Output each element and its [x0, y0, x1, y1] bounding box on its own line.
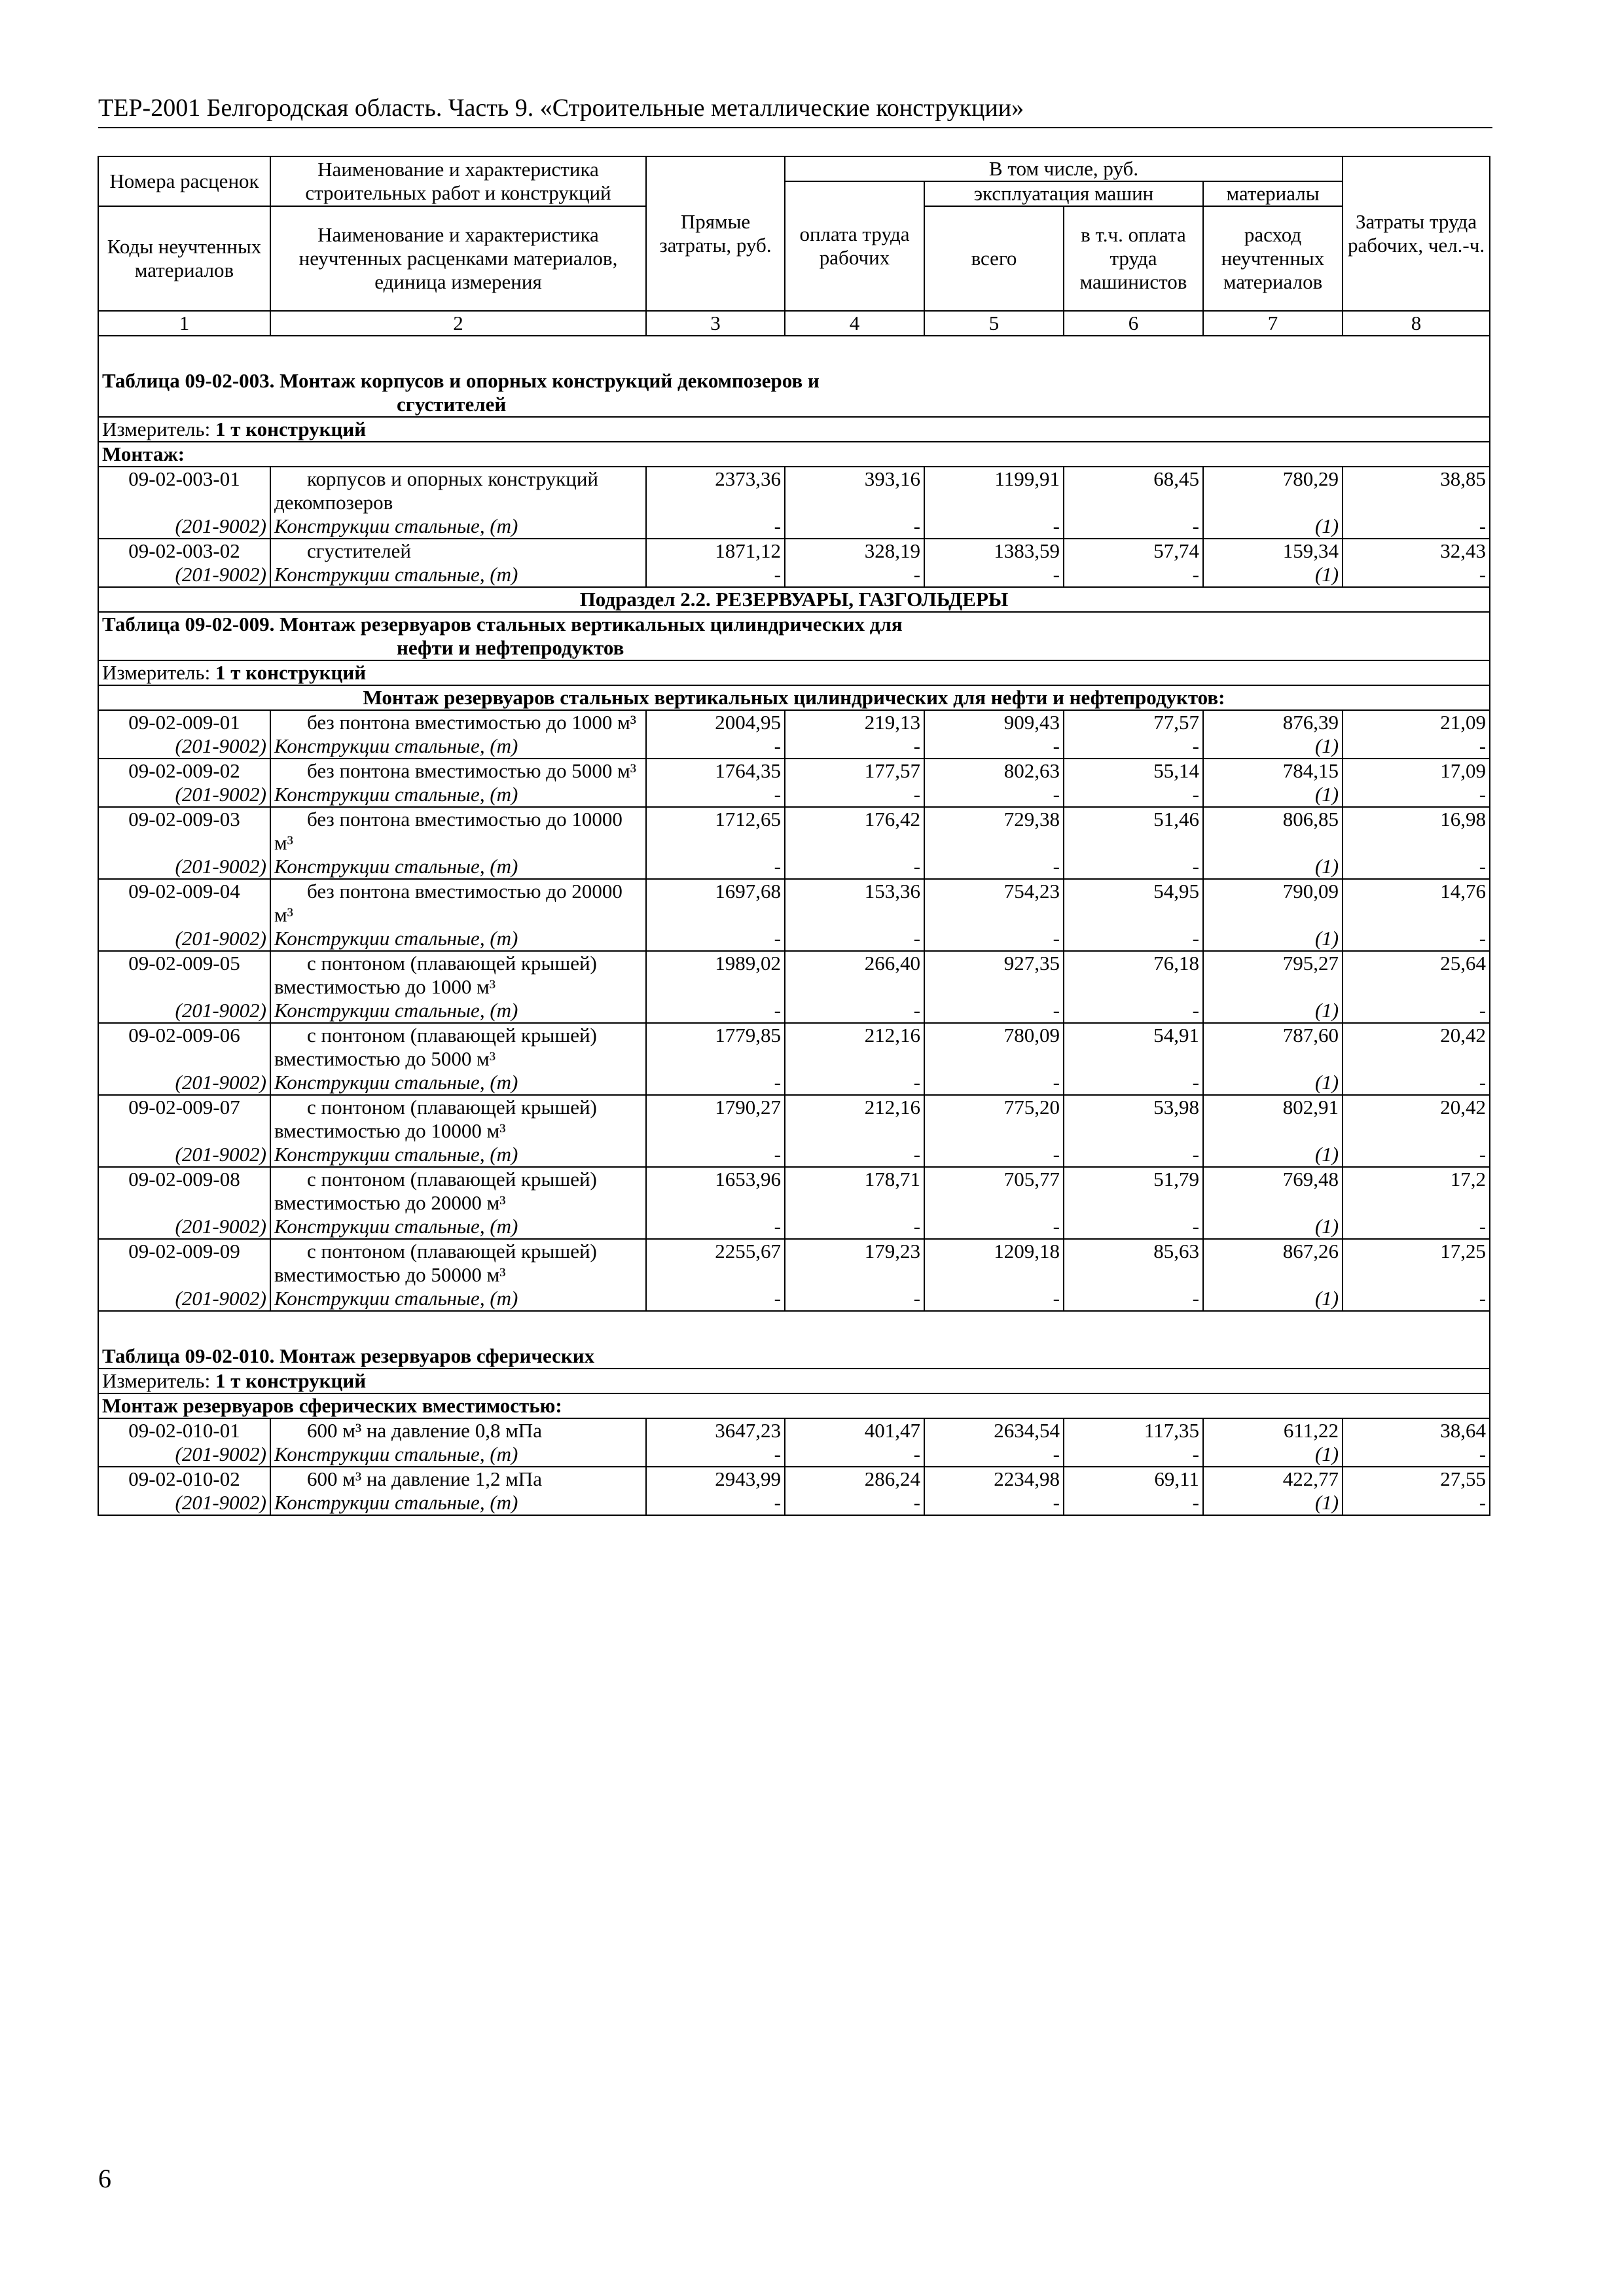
- material-name: Конструкции стальные, (т): [270, 855, 646, 879]
- material-qty: (1): [1203, 1143, 1343, 1167]
- material-row: [98, 1287, 1490, 1311]
- dash: -: [1064, 999, 1203, 1023]
- material-code: (201-9002): [98, 855, 270, 879]
- table-header: [98, 156, 1490, 336]
- dash: -: [1343, 1287, 1490, 1311]
- measure-label: Измеритель:: [102, 661, 215, 684]
- machinist-pay: 57,74: [1064, 539, 1203, 563]
- dash: -: [1343, 1491, 1490, 1515]
- dash: -: [1343, 999, 1490, 1023]
- table-row: [98, 1239, 1490, 1287]
- dash: -: [646, 1491, 785, 1515]
- dash: -: [785, 1491, 924, 1515]
- dash: -: [1064, 927, 1203, 951]
- materials: 795,27: [1203, 951, 1343, 999]
- dash: -: [646, 734, 785, 759]
- col-num: 5: [924, 311, 1064, 336]
- dash: -: [785, 1143, 924, 1167]
- col5-header: всего: [924, 206, 1064, 311]
- machinist-pay: 85,63: [1064, 1239, 1203, 1287]
- rate-code: 09-02-003-02: [98, 539, 270, 563]
- document-body: [98, 156, 1489, 1516]
- material-name: Конструкции стальные, (т): [270, 734, 646, 759]
- rates-table: [98, 156, 1490, 1516]
- dash: -: [646, 1143, 785, 1167]
- labor-pay: 177,57: [785, 759, 924, 783]
- subsection-title-row: [98, 587, 1490, 612]
- machinist-pay: 54,91: [1064, 1023, 1203, 1071]
- rate-code: 09-02-010-02: [98, 1467, 270, 1491]
- machinist-pay: 51,79: [1064, 1167, 1203, 1215]
- material-code: (201-9002): [98, 1287, 270, 1311]
- materials: 780,29: [1203, 467, 1343, 514]
- dash: -: [1343, 1071, 1490, 1095]
- machinist-pay: 55,14: [1064, 759, 1203, 783]
- material-qty: (1): [1203, 999, 1343, 1023]
- machines-header: эксплуатация машин: [924, 181, 1203, 206]
- material-row: [98, 514, 1490, 539]
- material-row: [98, 563, 1490, 587]
- table-title-line1: Таблица 09-02-009. Монтаж резервуаров стальных вертикальных цилиндрических для: [102, 613, 903, 636]
- dash: -: [1064, 783, 1203, 807]
- material-row: [98, 1215, 1490, 1239]
- material-name: Конструкции стальные, (т): [270, 514, 646, 539]
- material-qty: (1): [1203, 855, 1343, 879]
- table-row: [98, 1023, 1490, 1071]
- column-numbers: [98, 311, 1490, 336]
- measure-label: Измеритель:: [102, 418, 215, 440]
- dash: -: [646, 783, 785, 807]
- dash: -: [785, 1071, 924, 1095]
- materials-header: материалы: [1203, 181, 1343, 206]
- labor-pay: 176,42: [785, 807, 924, 855]
- dash: -: [1343, 563, 1490, 587]
- material-name: Конструкции стальные, (т): [270, 1215, 646, 1239]
- subsection-title: Подраздел 2.2. РЕЗЕРВУАРЫ, ГАЗГОЛЬДЕРЫ: [98, 587, 1490, 612]
- material-qty: (1): [1203, 563, 1343, 587]
- machines-total: 705,77: [924, 1167, 1064, 1215]
- rate-code: 09-02-009-06: [98, 1023, 270, 1071]
- material-name: Конструкции стальные, (т): [270, 1491, 646, 1515]
- rate-name: с понтоном (плавающей крышей) вместимостью до 20000 м³: [270, 1167, 646, 1215]
- dash: -: [924, 563, 1064, 587]
- dash: -: [646, 1071, 785, 1095]
- rate-name: с понтоном (плавающей крышей) вместимостью до 1000 м³: [270, 951, 646, 999]
- dash: -: [1343, 855, 1490, 879]
- material-qty: (1): [1203, 1287, 1343, 1311]
- direct-cost: 2373,36: [646, 467, 785, 514]
- col2a-header: Наименование и характеристика строительных работ и конструкций: [270, 156, 646, 206]
- rate-code: 09-02-003-01: [98, 467, 270, 514]
- material-code: (201-9002): [98, 514, 270, 539]
- dash: -: [924, 1443, 1064, 1467]
- table-row: [98, 467, 1490, 514]
- dash: -: [1343, 927, 1490, 951]
- materials: 769,48: [1203, 1167, 1343, 1215]
- table-title-line2: сгустителей: [397, 393, 507, 416]
- rate-code: 09-02-009-05: [98, 951, 270, 999]
- material-name: Конструкции стальные, (т): [270, 927, 646, 951]
- group-row: [98, 685, 1490, 710]
- table-row: [98, 1095, 1490, 1143]
- dash: -: [785, 514, 924, 539]
- dash: -: [924, 927, 1064, 951]
- rate-name: без понтона вместимостью до 1000 м³: [270, 710, 646, 734]
- labor-pay: 219,13: [785, 710, 924, 734]
- dash: -: [646, 1287, 785, 1311]
- material-name: Конструкции стальные, (т): [270, 563, 646, 587]
- labor-hours: 17,25: [1343, 1239, 1490, 1287]
- machines-total: 2234,98: [924, 1467, 1064, 1491]
- dash: -: [1064, 1143, 1203, 1167]
- material-name: Конструкции стальные, (т): [270, 783, 646, 807]
- dash: -: [1343, 514, 1490, 539]
- measure-label: Измеритель:: [102, 1369, 215, 1392]
- material-code: (201-9002): [98, 734, 270, 759]
- material-row: [98, 1071, 1490, 1095]
- col4-header: оплата труда рабочих: [785, 181, 924, 311]
- material-row: [98, 855, 1490, 879]
- direct-cost: 2004,95: [646, 710, 785, 734]
- table-title-line1: Таблица 09-02-010. Монтаж резервуаров сферических: [102, 1344, 595, 1367]
- measure-row: [98, 660, 1490, 685]
- material-qty: (1): [1203, 783, 1343, 807]
- page-number: 6: [98, 2164, 111, 2193]
- materials: 784,15: [1203, 759, 1343, 783]
- dash: -: [924, 783, 1064, 807]
- measure-value: 1 т конструкций: [215, 418, 367, 440]
- materials: 787,60: [1203, 1023, 1343, 1071]
- rate-name: без понтона вместимостью до 5000 м³: [270, 759, 646, 783]
- dash: -: [646, 1215, 785, 1239]
- materials: 802,91: [1203, 1095, 1343, 1143]
- table-body: [98, 336, 1490, 1515]
- col7-header: расход неучтенных материалов: [1203, 206, 1343, 311]
- labor-hours: 16,98: [1343, 807, 1490, 855]
- col-num: 1: [98, 311, 270, 336]
- machinist-pay: 68,45: [1064, 467, 1203, 514]
- table-row: [98, 879, 1490, 927]
- machines-total: 802,63: [924, 759, 1064, 783]
- col6-header: в т.ч. оплата труда машинистов: [1064, 206, 1203, 311]
- material-code: (201-9002): [98, 1443, 270, 1467]
- dash: -: [646, 514, 785, 539]
- dash: -: [785, 734, 924, 759]
- direct-cost: 1989,02: [646, 951, 785, 999]
- rate-code: 09-02-009-04: [98, 879, 270, 927]
- material-code: (201-9002): [98, 1071, 270, 1095]
- dash: -: [1343, 1143, 1490, 1167]
- dash: -: [1064, 734, 1203, 759]
- material-code: (201-9002): [98, 1143, 270, 1167]
- direct-cost: 1790,27: [646, 1095, 785, 1143]
- machines-total: 1199,91: [924, 467, 1064, 514]
- dash: -: [785, 927, 924, 951]
- table-title-row: [98, 612, 1490, 660]
- col1b-header: Коды неучтенных материалов: [98, 206, 270, 311]
- table-row: [98, 1167, 1490, 1215]
- machinist-pay: 69,11: [1064, 1467, 1203, 1491]
- materials: 790,09: [1203, 879, 1343, 927]
- material-qty: (1): [1203, 1491, 1343, 1515]
- col3-header: Прямые затраты, руб.: [646, 156, 785, 311]
- rate-name: с понтоном (плавающей крышей) вместимостью до 10000 м³: [270, 1095, 646, 1143]
- measure-row: [98, 1369, 1490, 1393]
- table-title: [98, 612, 1490, 660]
- rate-name: корпусов и опорных конструкций декомпозеров: [270, 467, 646, 514]
- incl-header: В том числе, руб.: [785, 156, 1343, 181]
- direct-cost: 2255,67: [646, 1239, 785, 1287]
- machines-total: 2634,54: [924, 1418, 1064, 1443]
- labor-pay: 153,36: [785, 879, 924, 927]
- table-row: [98, 710, 1490, 734]
- dash: -: [1343, 783, 1490, 807]
- material-qty: (1): [1203, 1443, 1343, 1467]
- group-heading: Монтаж резервуаров стальных вертикальных цилиндрических для нефти и нефтепродуктов:: [98, 685, 1490, 710]
- table-row: [98, 539, 1490, 563]
- dash: -: [1343, 1215, 1490, 1239]
- rate-code: 09-02-009-02: [98, 759, 270, 783]
- measure: [98, 1369, 1490, 1393]
- material-name: Конструкции стальные, (т): [270, 1143, 646, 1167]
- material-row: [98, 1443, 1490, 1467]
- dash: -: [924, 1287, 1064, 1311]
- labor-pay: 179,23: [785, 1239, 924, 1287]
- labor-pay: 178,71: [785, 1167, 924, 1215]
- dash: -: [646, 999, 785, 1023]
- rate-name: без понтона вместимостью до 10000 м³: [270, 807, 646, 855]
- rate-code: 09-02-009-03: [98, 807, 270, 855]
- col-num: 4: [785, 311, 924, 336]
- labor-pay: 328,19: [785, 539, 924, 563]
- machinist-pay: 53,98: [1064, 1095, 1203, 1143]
- machines-total: 927,35: [924, 951, 1064, 999]
- material-qty: (1): [1203, 734, 1343, 759]
- dash: -: [785, 563, 924, 587]
- material-code: (201-9002): [98, 783, 270, 807]
- col-num: 2: [270, 311, 646, 336]
- machines-total: 754,23: [924, 879, 1064, 927]
- rate-code: 09-02-009-07: [98, 1095, 270, 1143]
- rate-code: 09-02-009-01: [98, 710, 270, 734]
- col-num: 6: [1064, 311, 1203, 336]
- material-qty: (1): [1203, 1215, 1343, 1239]
- table-row: [98, 759, 1490, 783]
- rate-code: 09-02-010-01: [98, 1418, 270, 1443]
- labor-hours: 38,85: [1343, 467, 1490, 514]
- rate-name: 600 м³ на давление 0,8 мПа: [270, 1418, 646, 1443]
- col-num: 8: [1343, 311, 1490, 336]
- materials: 611,22: [1203, 1418, 1343, 1443]
- group-row: [98, 442, 1490, 467]
- labor-pay: 266,40: [785, 951, 924, 999]
- dash: -: [1343, 734, 1490, 759]
- dash: -: [924, 1143, 1064, 1167]
- direct-cost: 1653,96: [646, 1167, 785, 1215]
- dash: -: [1064, 1443, 1203, 1467]
- table-title: [98, 1311, 1490, 1369]
- material-code: (201-9002): [98, 1215, 270, 1239]
- direct-cost: 2943,99: [646, 1467, 785, 1491]
- group-heading: Монтаж резервуаров сферических вместимостью:: [98, 1393, 1490, 1418]
- rate-name: с понтоном (плавающей крышей) вместимостью до 5000 м³: [270, 1023, 646, 1071]
- table-row: [98, 1467, 1490, 1491]
- dash: -: [785, 855, 924, 879]
- materials: 422,77: [1203, 1467, 1343, 1491]
- dash: -: [1064, 1491, 1203, 1515]
- dash: -: [1064, 563, 1203, 587]
- col-num: 7: [1203, 311, 1343, 336]
- material-row: [98, 734, 1490, 759]
- dash: -: [924, 1491, 1064, 1515]
- material-name: Конструкции стальные, (т): [270, 999, 646, 1023]
- machinist-pay: 51,46: [1064, 807, 1203, 855]
- machines-total: 780,09: [924, 1023, 1064, 1071]
- machines-total: 1383,59: [924, 539, 1064, 563]
- labor-hours: 14,76: [1343, 879, 1490, 927]
- rate-code: 09-02-009-09: [98, 1239, 270, 1287]
- labor-pay: 393,16: [785, 467, 924, 514]
- measure-row: [98, 417, 1490, 442]
- page-header: ТЕР-2001 Белгородская область. Часть 9. «Строительные металлические конструкции»: [98, 93, 1492, 128]
- dash: -: [785, 999, 924, 1023]
- dash: -: [1064, 1287, 1203, 1311]
- machinist-pay: 117,35: [1064, 1418, 1203, 1443]
- material-name: Конструкции стальные, (т): [270, 1443, 646, 1467]
- direct-cost: 1712,65: [646, 807, 785, 855]
- materials: 159,34: [1203, 539, 1343, 563]
- dash: -: [924, 1215, 1064, 1239]
- table-title-row: [98, 336, 1490, 417]
- measure: [98, 660, 1490, 685]
- direct-cost: 3647,23: [646, 1418, 785, 1443]
- dash: -: [924, 1071, 1064, 1095]
- labor-hours: 27,55: [1343, 1467, 1490, 1491]
- table-row: [98, 1418, 1490, 1443]
- dash: -: [924, 855, 1064, 879]
- measure: [98, 417, 1490, 442]
- table-title-line2: нефти и нефтепродуктов: [397, 636, 624, 659]
- dash: -: [646, 855, 785, 879]
- material-qty: (1): [1203, 514, 1343, 539]
- dash: -: [646, 1443, 785, 1467]
- direct-cost: 1779,85: [646, 1023, 785, 1071]
- materials: 806,85: [1203, 807, 1343, 855]
- material-name: Конструкции стальные, (т): [270, 1287, 646, 1311]
- direct-cost: 1697,68: [646, 879, 785, 927]
- dash: -: [1064, 514, 1203, 539]
- machinist-pay: 54,95: [1064, 879, 1203, 927]
- rate-name: 600 м³ на давление 1,2 мПа: [270, 1467, 646, 1491]
- dash: -: [924, 514, 1064, 539]
- dash: -: [1343, 1443, 1490, 1467]
- rate-name: сгустителей: [270, 539, 646, 563]
- machines-total: 909,43: [924, 710, 1064, 734]
- material-row: [98, 1143, 1490, 1167]
- dash: -: [646, 927, 785, 951]
- labor-hours: 32,43: [1343, 539, 1490, 563]
- labor-hours: 21,09: [1343, 710, 1490, 734]
- dash: -: [646, 563, 785, 587]
- material-code: (201-9002): [98, 999, 270, 1023]
- material-code: (201-9002): [98, 563, 270, 587]
- dash: -: [1064, 1215, 1203, 1239]
- rate-code: 09-02-009-08: [98, 1167, 270, 1215]
- material-code: (201-9002): [98, 1491, 270, 1515]
- table-title: [98, 336, 1490, 417]
- machines-total: 729,38: [924, 807, 1064, 855]
- labor-pay: 286,24: [785, 1467, 924, 1491]
- material-name: Конструкции стальные, (т): [270, 1071, 646, 1095]
- material-qty: (1): [1203, 1071, 1343, 1095]
- table-title-line1: Таблица 09-02-003. Монтаж корпусов и опорных конструкций декомпозеров и: [102, 369, 820, 392]
- dash: -: [785, 1443, 924, 1467]
- direct-cost: 1764,35: [646, 759, 785, 783]
- dash: -: [924, 999, 1064, 1023]
- col2b-header: Наименование и характеристика неучтенных расценками материалов, единица измерения: [270, 206, 646, 311]
- rate-name: без понтона вместимостью до 20000 м³: [270, 879, 646, 927]
- dash: -: [1064, 1071, 1203, 1095]
- table-row: [98, 951, 1490, 999]
- dash: -: [785, 1215, 924, 1239]
- dash: -: [785, 783, 924, 807]
- labor-pay: 212,16: [785, 1023, 924, 1071]
- labor-hours: 20,42: [1343, 1023, 1490, 1071]
- table-title-row: [98, 1311, 1490, 1369]
- machinist-pay: 77,57: [1064, 710, 1203, 734]
- dash: -: [1064, 855, 1203, 879]
- labor-pay: 212,16: [785, 1095, 924, 1143]
- col-num: 3: [646, 311, 785, 336]
- table-row: [98, 807, 1490, 855]
- col1a-header: Номера расценок: [98, 156, 270, 206]
- group-row: [98, 1393, 1490, 1418]
- dash: -: [924, 734, 1064, 759]
- labor-pay: 401,47: [785, 1418, 924, 1443]
- labor-hours: 38,64: [1343, 1418, 1490, 1443]
- col8-header: Затраты труда рабочих, чел.-ч.: [1343, 156, 1490, 311]
- labor-hours: 17,09: [1343, 759, 1490, 783]
- labor-hours: 20,42: [1343, 1095, 1490, 1143]
- rate-name: с понтоном (плавающей крышей) вместимостью до 50000 м³: [270, 1239, 646, 1287]
- material-row: [98, 783, 1490, 807]
- direct-cost: 1871,12: [646, 539, 785, 563]
- labor-hours: 17,2: [1343, 1167, 1490, 1215]
- group-heading: Монтаж:: [98, 442, 1490, 467]
- materials: 867,26: [1203, 1239, 1343, 1287]
- dash: -: [785, 1287, 924, 1311]
- labor-hours: 25,64: [1343, 951, 1490, 999]
- machinist-pay: 76,18: [1064, 951, 1203, 999]
- machines-total: 1209,18: [924, 1239, 1064, 1287]
- measure-value: 1 т конструкций: [215, 661, 367, 684]
- material-qty: (1): [1203, 927, 1343, 951]
- material-code: (201-9002): [98, 927, 270, 951]
- materials: 876,39: [1203, 710, 1343, 734]
- material-row: [98, 1491, 1490, 1515]
- measure-value: 1 т конструкций: [215, 1369, 367, 1392]
- machines-total: 775,20: [924, 1095, 1064, 1143]
- material-row: [98, 927, 1490, 951]
- material-row: [98, 999, 1490, 1023]
